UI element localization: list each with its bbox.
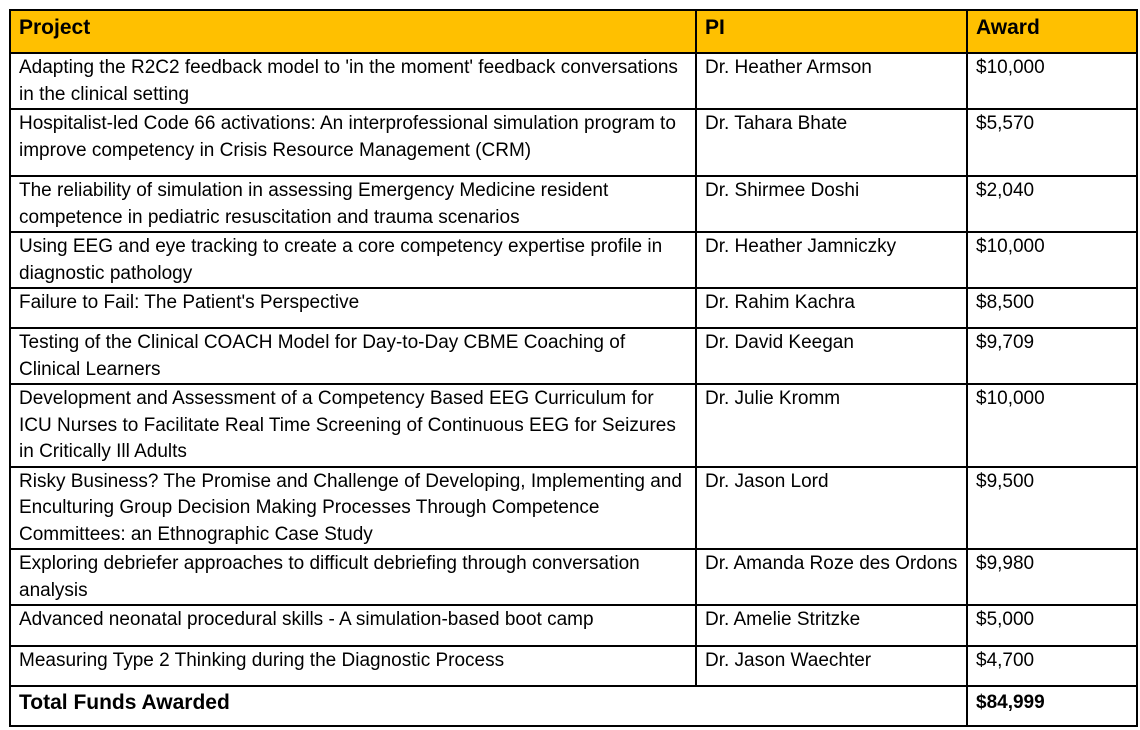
table-row (10, 549, 1137, 605)
pi-cell: Dr. David Keegan (696, 328, 967, 384)
award-cell: $9,709 (967, 328, 1137, 384)
table-row (10, 467, 1137, 550)
total-label: Total Funds Awarded (10, 686, 967, 726)
project-cell: Development and Assessment of a Competency Based EEG Curriculum for ICU Nurses to Facilitate Real Time Screening of Continuous EEG for Seizures in Critically Ill Adults (10, 384, 696, 467)
pi-cell: Dr. Jason Waechter (696, 646, 967, 686)
grants-table (9, 9, 1138, 727)
award-cell: $5,570 (967, 109, 1137, 176)
pi-cell: Dr. Amelie Stritzke (696, 605, 967, 646)
project-cell: The reliability of simulation in assessing Emergency Medicine resident competence in pediatric resuscitation and trauma scenarios (10, 176, 696, 232)
pi-cell: Dr. Rahim Kachra (696, 288, 967, 328)
award-cell: $5,000 (967, 605, 1137, 646)
table-row (10, 288, 1137, 328)
award-cell: $4,700 (967, 646, 1137, 686)
project-cell: Adapting the R2C2 feedback model to 'in the moment' feedback conversations in the clinical setting (10, 53, 696, 109)
header-project: Project (10, 10, 696, 53)
project-cell: Advanced neonatal procedural skills - A simulation-based boot camp (10, 605, 696, 646)
award-cell: $10,000 (967, 53, 1137, 109)
table-row (10, 384, 1137, 467)
award-cell: $2,040 (967, 176, 1137, 232)
table-row (10, 646, 1137, 686)
award-cell: $9,980 (967, 549, 1137, 605)
award-cell: $10,000 (967, 384, 1137, 467)
pi-cell: Dr. Jason Lord (696, 467, 967, 550)
project-cell: Testing of the Clinical COACH Model for Day-to-Day CBME Coaching of Clinical Learners (10, 328, 696, 384)
table-row (10, 109, 1137, 176)
pi-cell: Dr. Tahara Bhate (696, 109, 967, 176)
table-row (10, 176, 1137, 232)
project-cell: Using EEG and eye tracking to create a core competency expertise profile in diagnostic pathology (10, 232, 696, 288)
project-cell: Failure to Fail: The Patient's Perspective (10, 288, 696, 328)
project-cell: Exploring debriefer approaches to difficult debriefing through conversation analysis (10, 549, 696, 605)
pi-cell: Dr. Heather Armson (696, 53, 967, 109)
grants-table-container (9, 9, 1138, 727)
pi-cell: Dr. Heather Jamniczky (696, 232, 967, 288)
project-cell: Risky Business? The Promise and Challenge of Developing, Implementing and Enculturing Group Decision Making Processes Through Competence Committees: an Ethnographic Case Study (10, 467, 696, 550)
header-award: Award (967, 10, 1137, 53)
header-pi: PI (696, 10, 967, 53)
project-cell: Measuring Type 2 Thinking during the Diagnostic Process (10, 646, 696, 686)
table-row (10, 53, 1137, 109)
award-cell: $10,000 (967, 232, 1137, 288)
pi-cell: Dr. Amanda Roze des Ordons (696, 549, 967, 605)
award-cell: $9,500 (967, 467, 1137, 550)
table-row (10, 328, 1137, 384)
table-row (10, 605, 1137, 646)
total-value: $84,999 (967, 686, 1137, 726)
total-row (10, 686, 1137, 726)
project-cell: Hospitalist-led Code 66 activations: An interprofessional simulation program to improve competency in Crisis Resource Management (CRM) (10, 109, 696, 176)
pi-cell: Dr. Julie Kromm (696, 384, 967, 467)
pi-cell: Dr. Shirmee Doshi (696, 176, 967, 232)
table-header-row (10, 10, 1137, 53)
award-cell: $8,500 (967, 288, 1137, 328)
table-row (10, 232, 1137, 288)
